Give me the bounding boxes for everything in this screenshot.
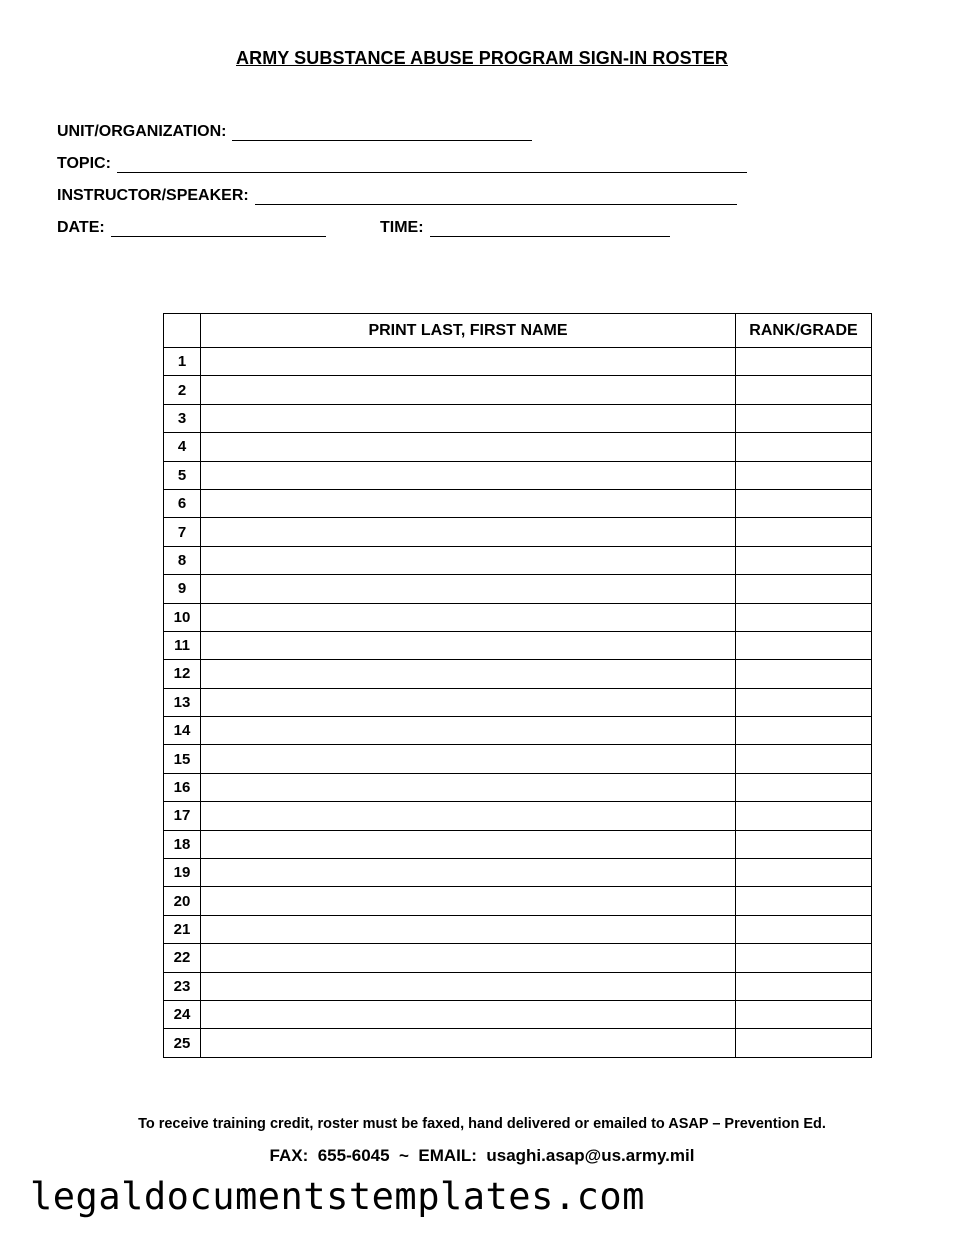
name-cell[interactable]: [201, 802, 736, 830]
unit-organization-field: [57, 123, 532, 141]
name-cell[interactable]: [201, 433, 736, 461]
name-column-header: PRINT LAST, FIRST NAME: [201, 314, 736, 348]
name-cell[interactable]: [201, 773, 736, 801]
time-line[interactable]: [430, 222, 670, 237]
rank-cell[interactable]: [736, 773, 872, 801]
rank-cell[interactable]: [736, 1029, 872, 1057]
row-number: 25: [164, 1029, 201, 1057]
rank-cell[interactable]: [736, 660, 872, 688]
row-number: 11: [164, 631, 201, 659]
name-cell[interactable]: [201, 887, 736, 915]
rank-cell[interactable]: [736, 433, 872, 461]
row-number: 3: [164, 404, 201, 432]
table-row: [164, 972, 872, 1000]
row-number: 9: [164, 575, 201, 603]
document-title: ARMY SUBSTANCE ABUSE PROGRAM SIGN-IN ROSTER: [236, 48, 728, 68]
rank-cell[interactable]: [736, 859, 872, 887]
rank-cell[interactable]: [736, 348, 872, 376]
table-row: [164, 433, 872, 461]
table-row: [164, 1029, 872, 1057]
table-row: [164, 518, 872, 546]
row-number: 12: [164, 660, 201, 688]
row-number: 4: [164, 433, 201, 461]
name-cell[interactable]: [201, 376, 736, 404]
name-cell[interactable]: [201, 717, 736, 745]
rank-cell[interactable]: [736, 546, 872, 574]
table-row: [164, 688, 872, 716]
row-number: 17: [164, 802, 201, 830]
number-column-header: [164, 314, 201, 348]
rank-cell[interactable]: [736, 376, 872, 404]
table-row: [164, 773, 872, 801]
rank-cell[interactable]: [736, 518, 872, 546]
rank-cell[interactable]: [736, 575, 872, 603]
topic-line[interactable]: [117, 158, 747, 173]
table-row: [164, 376, 872, 404]
row-number: 10: [164, 603, 201, 631]
time-label: TIME:: [380, 219, 424, 236]
table-row: [164, 1000, 872, 1028]
table-row: [164, 745, 872, 773]
unit-organization-line[interactable]: [232, 126, 532, 141]
table-row: [164, 887, 872, 915]
name-cell[interactable]: [201, 348, 736, 376]
name-cell[interactable]: [201, 915, 736, 943]
instructor-speaker-label: INSTRUCTOR/SPEAKER:: [57, 187, 249, 204]
instructor-speaker-line[interactable]: [255, 190, 737, 205]
table-row: [164, 802, 872, 830]
row-number: 24: [164, 1000, 201, 1028]
watermark: legaldocumentstemplates.com: [30, 1175, 645, 1218]
row-number: 16: [164, 773, 201, 801]
rank-cell[interactable]: [736, 944, 872, 972]
name-cell[interactable]: [201, 461, 736, 489]
row-number: 7: [164, 518, 201, 546]
row-number: 1: [164, 348, 201, 376]
table-row: [164, 830, 872, 858]
topic-label: TOPIC:: [57, 155, 111, 172]
rank-cell[interactable]: [736, 802, 872, 830]
instructor-speaker-field: [57, 187, 737, 205]
date-field: [57, 219, 326, 237]
row-number: 2: [164, 376, 201, 404]
row-number: 5: [164, 461, 201, 489]
table-row: [164, 859, 872, 887]
rank-cell[interactable]: [736, 603, 872, 631]
row-number: 21: [164, 915, 201, 943]
rank-cell[interactable]: [736, 745, 872, 773]
table-row: [164, 944, 872, 972]
rank-cell[interactable]: [736, 830, 872, 858]
date-line[interactable]: [111, 222, 326, 237]
row-number: 22: [164, 944, 201, 972]
topic-field: [57, 155, 747, 173]
table-row: [164, 915, 872, 943]
table-row: [164, 404, 872, 432]
name-cell[interactable]: [201, 404, 736, 432]
row-number: 20: [164, 887, 201, 915]
name-cell[interactable]: [201, 830, 736, 858]
table-row: [164, 717, 872, 745]
name-cell[interactable]: [201, 518, 736, 546]
rank-cell[interactable]: [736, 972, 872, 1000]
table-row: [164, 489, 872, 517]
rank-cell[interactable]: [736, 631, 872, 659]
row-number: 14: [164, 717, 201, 745]
name-cell[interactable]: [201, 546, 736, 574]
table-row: [164, 461, 872, 489]
table-row: [164, 660, 872, 688]
row-number: 8: [164, 546, 201, 574]
table-row: [164, 348, 872, 376]
name-cell[interactable]: [201, 1029, 736, 1057]
row-number: 15: [164, 745, 201, 773]
name-cell[interactable]: [201, 603, 736, 631]
name-cell[interactable]: [201, 1000, 736, 1028]
rank-column-header: RANK/GRADE: [736, 314, 872, 348]
date-label: DATE:: [57, 219, 105, 236]
unit-organization-label: UNIT/ORGANIZATION:: [57, 123, 227, 140]
rank-cell[interactable]: [736, 717, 872, 745]
name-cell[interactable]: [201, 575, 736, 603]
name-cell[interactable]: [201, 660, 736, 688]
rank-cell[interactable]: [736, 887, 872, 915]
name-cell[interactable]: [201, 972, 736, 1000]
name-cell[interactable]: [201, 859, 736, 887]
row-number: 18: [164, 830, 201, 858]
table-row: [164, 603, 872, 631]
time-field: [380, 219, 670, 237]
training-credit-instructions: To receive training credit, roster must be faxed, hand delivered or emailed to ASAP – Prevention Ed.: [138, 1116, 826, 1132]
name-cell[interactable]: [201, 688, 736, 716]
contact-info: FAX: 655-6045 ~ EMAIL: usaghi.asap@us.army.mil: [269, 1146, 695, 1165]
rank-cell[interactable]: [736, 688, 872, 716]
rank-cell[interactable]: [736, 404, 872, 432]
name-cell[interactable]: [201, 944, 736, 972]
row-number: 13: [164, 688, 201, 716]
table-header-row: [164, 314, 872, 348]
table-row: [164, 575, 872, 603]
row-number: 19: [164, 859, 201, 887]
name-cell[interactable]: [201, 489, 736, 517]
table-row: [164, 546, 872, 574]
name-cell[interactable]: [201, 745, 736, 773]
name-cell[interactable]: [201, 631, 736, 659]
row-number: 23: [164, 972, 201, 1000]
table-row: [164, 631, 872, 659]
sign-in-roster-table: [163, 313, 872, 1058]
rank-cell[interactable]: [736, 461, 872, 489]
rank-cell[interactable]: [736, 1000, 872, 1028]
rank-cell[interactable]: [736, 915, 872, 943]
row-number: 6: [164, 489, 201, 517]
rank-cell[interactable]: [736, 489, 872, 517]
